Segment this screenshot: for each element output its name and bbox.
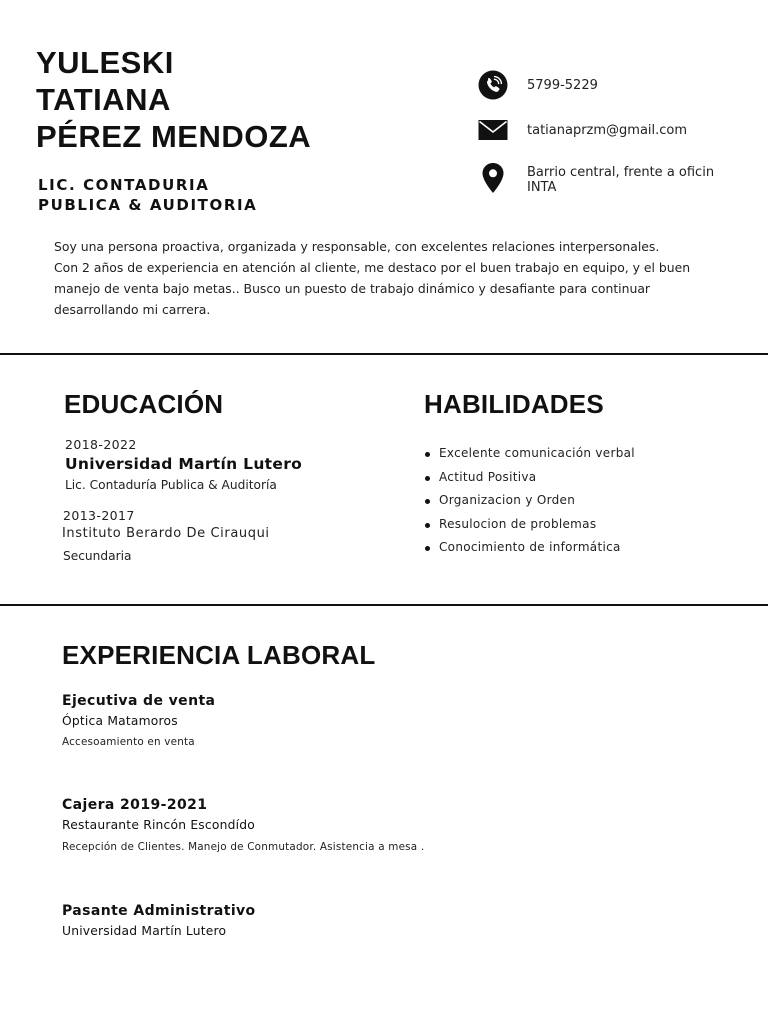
degree-title [38, 175, 257, 215]
divider-2 [0, 604, 768, 606]
name-line-2: TATIANA [36, 82, 171, 117]
job-title-3: Pasante Administrativo [62, 903, 256, 919]
bullet-icon [425, 452, 430, 457]
map-pin-icon [481, 162, 505, 194]
summary-line-3: manejo de venta bajo metas.. Busco un puesto de trabajo dinámico y desafiante para continuar [54, 281, 651, 296]
phone-number: 5799-5229 [527, 78, 598, 93]
job-desc-2: Recepción de Clientes. Manejo de Conmutador. Asistencia a mesa . [62, 841, 425, 853]
education-title: EDUCACIÓN [64, 389, 224, 419]
divider-1 [0, 353, 768, 355]
list-item: Actitud Positiva [424, 470, 635, 494]
list-item: Organizacion y Orden [424, 493, 635, 517]
degree-line-2: PUBLICA & AUDITORIA [38, 196, 258, 214]
email-address: tatianaprzm@gmail.com [527, 123, 688, 138]
education-detail-1: Lic. Contaduría Publica & Auditoría [65, 478, 277, 492]
profile-summary [54, 236, 734, 320]
education-years-1: 2018-2022 [65, 437, 137, 452]
list-item: Excelente comunicación verbal [424, 446, 635, 470]
phone-icon [478, 70, 508, 100]
envelope-icon [478, 118, 508, 142]
name-line-1: YULESKI [36, 45, 174, 80]
education-years-2: 2013-2017 [63, 508, 135, 523]
bullet-icon [425, 523, 430, 528]
name-line-3: PÉREZ MENDOZA [36, 119, 312, 154]
address-line-1: Barrio central, frente a oficin [527, 165, 715, 180]
summary-line-2: Con 2 años de experiencia en atención al cliente, me destaco por el buen trabajo en equipo, y el buen [54, 260, 691, 275]
education-detail-2: Secundaria [63, 549, 132, 563]
education-school-1: Universidad Martín Lutero [65, 455, 303, 473]
summary-line-1: Soy una persona proactiva, organizada y responsable, con excelentes relaciones interpersonales. [54, 239, 660, 254]
job-place-3: Universidad Martín Lutero [62, 924, 227, 938]
skills-list [424, 446, 635, 564]
summary-line-4: desarrollando mi carrera. [54, 302, 211, 317]
job-desc-1: Accesoamiento en venta [62, 736, 195, 748]
bullet-icon [425, 546, 430, 551]
full-name [36, 44, 311, 155]
list-item: Resulocion de problemas [424, 517, 635, 541]
skills-title: HABILIDADES [424, 389, 604, 419]
list-item: Conocimiento de informática [424, 540, 635, 564]
job-place-2: Restaurante Rincón Escondído [62, 818, 255, 832]
education-school-2: Instituto Berardo De Cirauqui [62, 526, 270, 541]
address-line-2: INTA [527, 180, 557, 195]
experience-title: EXPERIENCIA LABORAL [62, 640, 376, 670]
job-title-2: Cajera 2019-2021 [62, 797, 208, 813]
job-title-1: Ejecutiva de venta [62, 693, 216, 709]
job-place-1: Óptica Matamoros [62, 714, 178, 728]
bullet-icon [425, 476, 430, 481]
degree-line-1: LIC. CONTADURIA [38, 176, 210, 194]
bullet-icon [425, 499, 430, 504]
address [527, 165, 714, 195]
